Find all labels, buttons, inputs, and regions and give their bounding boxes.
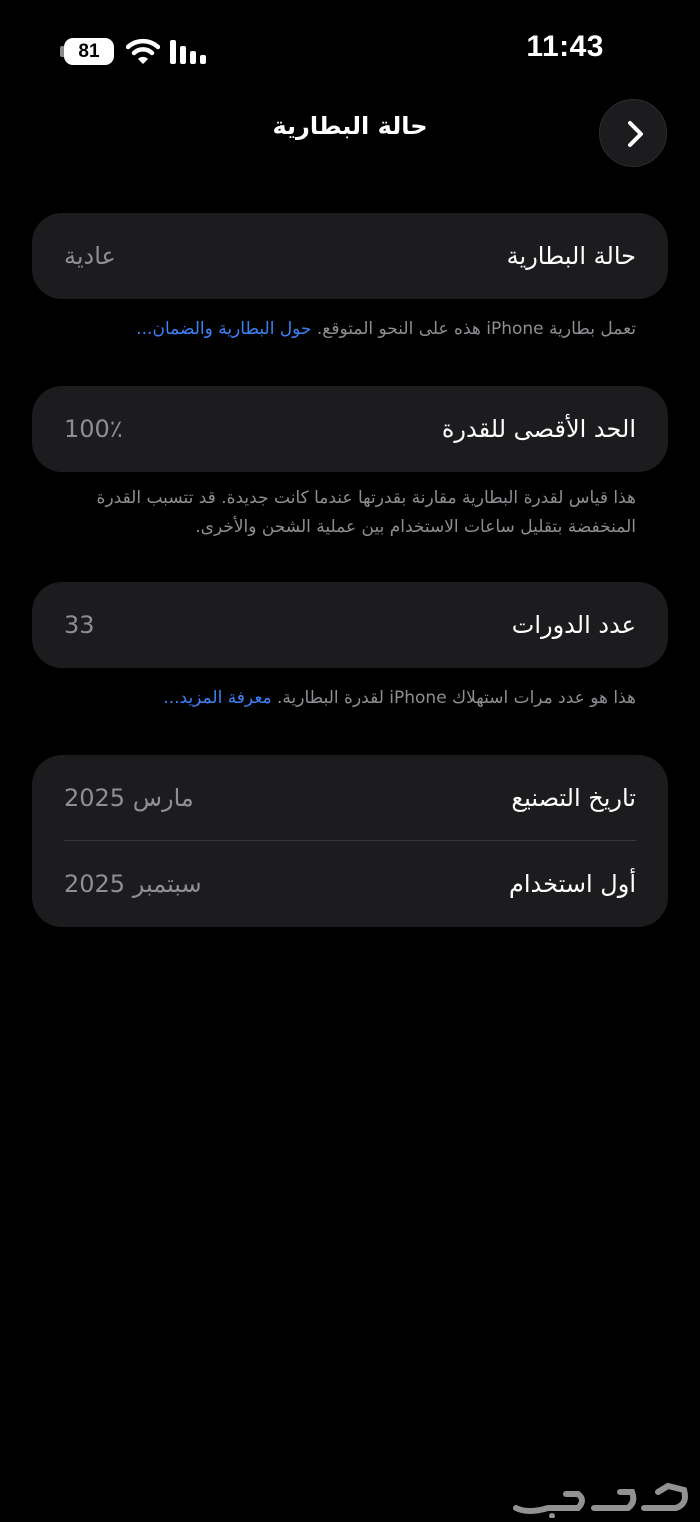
max-capacity-note xyxy=(64,484,636,542)
manufacture-date-value: مارس 2025 xyxy=(64,784,194,812)
cycle-count-card xyxy=(32,582,668,668)
chevron-right-icon xyxy=(622,119,648,149)
max-capacity-label: الحد الأقصى للقدرة xyxy=(441,415,636,443)
first-use-row xyxy=(32,841,668,927)
max-capacity-note-text: هذا قياس لقدرة البطارية مقارنة بقدرتها عندما كانت جديدة. قد تتسبب القدرة المنخفضة بتقليل ساعات الاستخدام بين عملية الشحن والأخرى. xyxy=(96,488,636,537)
status-time: 11:43 xyxy=(526,30,604,63)
wifi-icon xyxy=(126,36,160,66)
cycle-count-note-text: هذا هو عدد مرات استهلاك iPhone لقدرة البطارية. xyxy=(271,688,636,708)
cycle-count-label: عدد الدورات xyxy=(511,611,636,639)
haraj-watermark-logo xyxy=(508,1478,700,1518)
max-capacity-card xyxy=(32,386,668,472)
status-bar xyxy=(0,0,700,100)
battery-health-card xyxy=(32,213,668,299)
battery-icon: 81 xyxy=(64,38,114,65)
battery-health-label: حالة البطارية xyxy=(506,242,636,270)
max-capacity-value: 100٪ xyxy=(64,415,123,443)
back-button[interactable] xyxy=(599,99,667,167)
battery-health-note xyxy=(64,315,636,344)
manufacture-date-label: تاريخ التصنيع xyxy=(511,784,636,812)
cycle-count-row xyxy=(32,582,668,668)
battery-health-note-text: تعمل بطارية iPhone هذه على النحو المتوقع. xyxy=(311,319,636,339)
battery-warranty-link[interactable]: حول البطارية والضمان... xyxy=(136,319,312,339)
max-capacity-row xyxy=(32,386,668,472)
cycle-count-note xyxy=(64,684,636,713)
dates-card xyxy=(32,755,668,927)
page-title: حالة البطارية xyxy=(272,112,428,140)
first-use-value: سبتمبر 2025 xyxy=(64,870,202,898)
manufacture-date-row xyxy=(32,755,668,841)
battery-health-row xyxy=(32,213,668,299)
cycle-count-value: 33 xyxy=(64,611,95,639)
battery-health-value: عادية xyxy=(64,242,116,270)
learn-more-link[interactable]: معرفة المزيد... xyxy=(163,688,272,708)
first-use-label: أول استخدام xyxy=(509,870,636,898)
signal-icon xyxy=(170,40,206,64)
